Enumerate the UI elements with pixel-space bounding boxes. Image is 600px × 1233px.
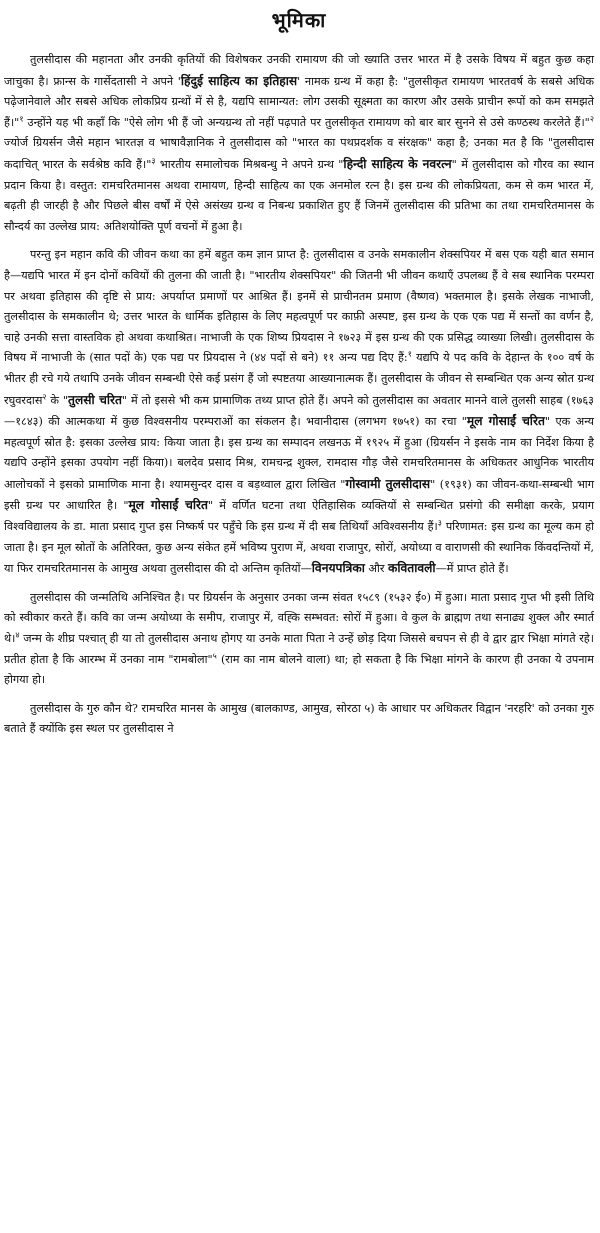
text-run: भारतीय समालोचक मिश्रबन्धु ने अपने ग्रन्थ " <box>155 157 344 171</box>
page-title: भूमिका <box>271 8 327 32</box>
book-title-emphasis: हिन्दी साहित्य के नवरत्न <box>343 156 452 171</box>
footnote-marker: १ <box>407 349 412 359</box>
text-run: —में प्राप्त होते हैं। <box>435 562 509 576</box>
footnote-marker: ३ <box>151 156 156 166</box>
text-run: ज्योर्ज ग्रियर्सन जैसे महान भारतज्ञ व भाषावैज्ञानिक ने तुलसीदास को "भारत का पथप्रदर्शक व संरक्षक" कहा है; उनका मत है कि "तुलसीदास कदाचित् भारत के सर्वश्रेष्ठ कवि हैं।" <box>4 136 594 171</box>
paragraph <box>4 699 594 740</box>
document-body <box>4 50 594 740</box>
book-title-emphasis: गोस्वामी तुलसीदास <box>345 476 431 491</box>
book-title-emphasis: मूल गोसाईं चरित <box>128 498 208 513</box>
book-title-emphasis: कवितावली <box>388 561 436 576</box>
book-title-emphasis: हिंदुई साहित्य का इतिहास <box>180 73 298 88</box>
text-run: और <box>364 562 388 576</box>
footnote-marker: १ <box>19 114 24 124</box>
text-run: " में वर्णित घटना तथा ऐतिहासिक व्यक्तियों से सम्बन्धित प्रसंगो की समीक्षा करके, प्रयाग विश्वविद्यालय के डा. माता प्रसाद गुप्त इस निष्कर्ष पर पहुँचे कि इस ग्रन्थ में दी सब तिथियाँ अविश्वसनीय हैं। <box>4 499 595 534</box>
text-run: तुलसीदास की जन्मतिथि अनिश्चित है। पर ग्रियर्सन के अनुसार उनका जन्म संवत १५८९ (१५३२ ई०) में हुआ। माता प्रसाद गुप्त भी इसी तिथि को स्वीकार करते हैं। कवि का जन्म अयोध्या के समीप, राजापुर में, वह्कि सम्भवत: सोरों में हुआ। वे कुल के ब्राह्मण तथा सनाढ्य शुक्ल और स्मार्त थे। <box>4 590 594 646</box>
text-run: " (१९३१) का जीवन-कथा-सम्बन्धी भाग इसी ग्रन्थ पर आधारित है। " <box>4 477 594 513</box>
book-title-emphasis: तुलसी चरित <box>68 392 122 407</box>
text-run: " एक अन्य महत्वपूर्ण स्रोत है: इसका उल्लेख प्राय: किया जाता है। इस ग्रन्थ का सम्पादन लखनऊ में १९२५ में हुआ (ग्रियर्सन ने इसके नाम का निर्देश किया है यद्यपि उन्होंने इसका उपयोग नहीं किया)। बलदेव प्रसाद मिश्र, रामचन्द्र शुक्ल, रामदास गौड़ जैसे रामचरितमानस के अधिकतर आधुनिक भारतीय आलोचकों ने इसको प्रामाणिक माना है। श्यामसुन्दर दास व बड़थ्वाल द्वारा लिखित " <box>4 415 594 491</box>
text-run: तुलसीदास की महानता और उनकी कृतियों की विशेषकर उनकी रामायण की जो ख्याति उत्तर भारत में है उसके विषय में बहुत कुछ कहा जाचुका है। फ्रान्स के गार्सेदतासी ने अपने ' <box>4 53 594 88</box>
book-title-emphasis: मूल गोसाईं चरित <box>466 414 545 429</box>
footnote-marker: २ <box>589 114 594 124</box>
text-run: उन्होंने यह भी कहाँ कि "ऐसे लोग भी हैं जो अन्यग्रन्थ तो नहीं पढ़पाते पर तुलसीकृत रामायण को बार बार सुनने से उसे कण्ठस्थ करलेते हैं।" <box>23 115 590 129</box>
paragraph <box>4 245 594 580</box>
text-run: परिणामत: इस ग्रन्थ का मूल्य कम हो जाता है। इन मूल स्रोतों के अतिरिक्त, कुछ अन्य संकेत हमें भविष्य पुराण में, अथवा राजापुर, सोरों, अयोध्या व वाराणसी की स्थानिक किंवदन्तियों में, या फिर रामचरितमानस के आमुख अथवा तुलसीदास की दो अन्तिम कृतियों— <box>4 520 594 576</box>
text-run: (राम का नाम बोलने वाला) था; हो सकता है कि भिक्षा मांगने के कारण ही उनका ये उपनाम होगया हो। <box>4 652 594 687</box>
footnote-marker: २ <box>42 391 47 401</box>
text-run: के " <box>46 393 69 407</box>
footnote-marker: ३ <box>437 518 442 528</box>
text-run: जन्म के शीघ्र पश्चात् ही या तो तुलसीदास अनाथ होगए या उनके माता पिता ने उन्हें छोड़ दिया जिससे बचपन से ही वे द्वार द्वार भिक्षा मांगते रहे। प्रतीत होता है कि आरम्भ में उनका नाम "रामबोला" <box>4 632 594 666</box>
text-run: तुलसीदास के गुरु कौन थे? रामचरित मानस के आमुख (बालकाण्ड, आमुख, सोरठा ५) के आधार पर अधिकतर विद्वान 'नरहरि' को उनका गुरु बताते हैं क्योंकि इस स्थल पर तुलसीदास ने <box>4 701 594 736</box>
text-run: " में तो इससे भी कम प्रामाणिक तथ्य प्राप्त होते हैं। अपने को तुलसीदास का अवतार मानने वाले तुलसी साहब (१७६३—१८४३) की आत्मकथा में कुछ विश्वसनीय परम्पराओं का संकलन है। भवानीदास (लगभग १७५१) का रचा " <box>4 393 594 429</box>
text-run: " में तुलसीदास को गौरव का स्थान प्रदान किया है। वस्तुत: रामचरितमानस अथवा रामायण, हिन्दी साहित्य का एक अनमोल रत्न है। इस ग्रन्थ की लोकप्रियता, कम से कम भारत में, बढ़ती ही जारही है और पिछले बीस वर्षों में ऐसे असंख्य ग्रन्थ व निबन्ध प्रकाशित हुए हैं जिनमें तुलसीदास की प्रतिभा का तथा रामचरितमानस के सौन्दर्य का उल्लेख प्राय: अतिशयोक्ति पूर्ण वचनों में हुआ है। <box>4 157 594 233</box>
book-title-emphasis: विनयपत्रिका <box>311 561 365 576</box>
footnote-marker: ४ <box>15 630 20 640</box>
text-run: परन्तु इन महान कवि की जीवन कथा का हमें बहुत कम ज्ञान प्राप्त है: तुलसीदास व उनके समकालीन शेक्सपियर में बस एक यही बात समान है—यद्यपि भारत में इन दोनों कवियों की तुलना की जाती है। "भारतीय शेक्सपियर" की जितनी भी जीवन कथाएँ उपलब्ध हैं वे सब स्थानिक परम्परा पर अथवा इतिहास की दृष्टि से प्राय: अपर्याप्त प्रमाणों पर आश्रित हैं। इनमें से प्राचीनतम प्रमाण (वैष्णव) भक्तमाल है। इसके लेखक नाभाजी, तुलसीदास के समकालीन थे; उत्तर भारत के धार्मिक इतिहास के लिए महत्वपूर्ण पर काफ़ी अस्पष्ट, इस ग्रन्थ के एक एक पद्य में सन्तों का वर्णन है, चाहे उनकी सत्ता वास्तविक हो अथवा कथाश्रित। नाभाजी के एक शिष्य प्रियदास ने १७२३ में इस ग्रन्थ की एक प्रसिद्ध व्याख्या लिखी। तुलसीदास के विषय में नाभाजी के (सात पदों के) एक पद्य पर प्रियदास ने (४४ पदों से बने) ११ अन्य पद्य दिए हैं: <box>4 248 594 365</box>
paragraph <box>4 588 594 691</box>
footnote-marker: ५ <box>212 650 217 660</box>
paragraph <box>4 50 594 237</box>
text-run: यद्यपि ये पद कवि के देहान्त के १०० वर्ष के भीतर ही रचे गये तथापि उनके जीवन सम्बन्धी ऐसे कई प्रसंग हैं जो स्पष्टतया आख्यानात्मक हैं। तुलसीदास के जीवन से सम्बन्धित एक अन्य स्रोत ग्रन्थ रघुवरदास <box>4 351 594 407</box>
text-run: ' नामक ग्रन्थ में कहा है: "तुलसीकृत रामायण भारतवर्ष के सबसे अधिक पढ़ेजानेवाले और सबसे अधिक लोकप्रिय ग्रन्थों में से है, यद्यपि सामान्यत: लोग उसकी सूक्ष्मता का कारण और उसके प्राचीन रूपों को कम समझते हैं।" <box>4 74 594 129</box>
